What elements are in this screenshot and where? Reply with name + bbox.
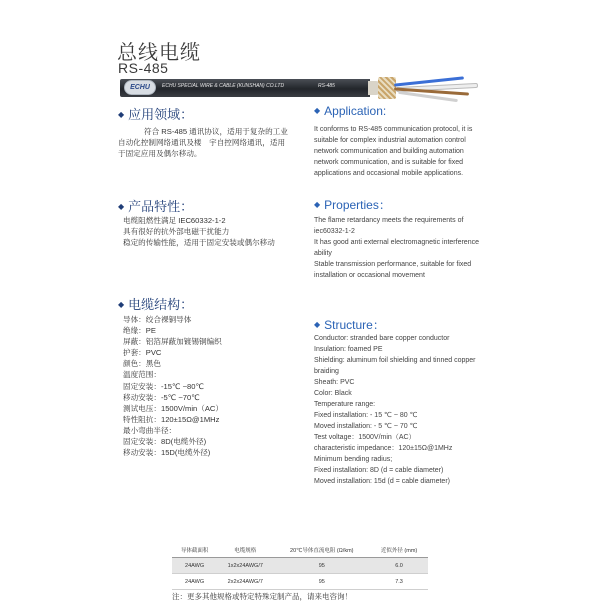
properties-heading-cn: ◆ 产品特性： bbox=[118, 199, 194, 214]
cable-wires bbox=[394, 76, 484, 102]
structure-text-en: Conductor: stranded bare copper conductor Insulation: foamed PE Shielding: aluminum foil shielding and tinned copper braiding Sheath: PVC Color: Black Temperature range: Fixed installation: - 15 ℃ ~ 80 ℃ Moved installation: - 5 ℃ ~ 70 ℃ Test voltage：1500V/min（AC） characteristic impedance：120±15Ω@1MHz Minimum bending radius; Fixed installation: 8D (d = cable diameter) Moved installation: 15d (d = cable diameter) bbox=[314, 335, 476, 485]
table-header: 导体截面积 bbox=[172, 542, 217, 558]
table-cell: 6.0 bbox=[370, 558, 428, 574]
structure-heading-en: ◆ Structure： bbox=[314, 318, 385, 332]
table-row bbox=[172, 558, 428, 574]
table-header: 电缆规格 bbox=[217, 542, 273, 558]
cable-print-model: RS-485 bbox=[318, 83, 335, 89]
application-heading-cn: ◆ 应用领域： bbox=[118, 107, 194, 122]
application-text-en: It conforms to RS-485 communication protocol, it is suitable for complex industrial automation control network communication and building automation network communication, and is suitable for fixed applications and occasional mobile applications. bbox=[314, 126, 473, 177]
cable-print-text: ECHU SPECIAL WIRE & CABLE (KUNSHAN) CO.LTD bbox=[162, 83, 285, 89]
spec-table bbox=[172, 542, 428, 590]
table-cell: 24AWG bbox=[172, 558, 217, 574]
bullet-icon: ◆ bbox=[314, 200, 321, 209]
table-cell: 7.3 bbox=[370, 574, 428, 590]
bullet-icon: ◆ bbox=[314, 320, 321, 329]
table-cell: 95 bbox=[273, 558, 370, 574]
properties-text-en: The flame retardancy meets the requirements of iec60332-1-2 It has good anti external electromagnetic interference ability Stable transmission performance, suitable for fixed installation or occasional movement bbox=[314, 217, 479, 279]
structure-text-cn: 导体：绞合裸铜导体 绝缘：PE 屏蔽：铝箔屏蔽加镀锡铜编织 护套：PVC 颜色：黑色 温度范围： 固定安装：-15℃ ~80℃ 移动安装：-5℃ ~70℃ 测试电压：1500V/min（AC） 特性阻抗：120±15Ω@1MHz 最小弯曲半径： 固定安装：8D(电缆外径) 移动安装：15D(电缆外径) bbox=[123, 315, 224, 458]
table-cell: 95 bbox=[273, 574, 370, 590]
table-cell: 24AWG bbox=[172, 574, 217, 590]
application-heading-en: ◆ Application: bbox=[314, 104, 387, 118]
properties-text-cn: 电缆阻燃性满足 IEC60332-1-2 具有很好的抗外部电磁干扰能力 稳定的传输性能，适用于固定安装或偶尔移动 bbox=[123, 216, 275, 247]
table-cell: 2x2x24AWG/7 bbox=[217, 574, 273, 590]
bullet-icon: ◆ bbox=[118, 202, 125, 211]
application-text-cn: 符合 RS-485 通讯协议，适用于复杂的工业 自动化控制网络通讯及楼 宇自控网络通讯，适用 于固定应用及偶尔移动。 bbox=[118, 127, 288, 158]
echu-logo: ECHU bbox=[124, 80, 156, 95]
page-title: 总线电缆 bbox=[117, 42, 201, 64]
structure-heading-cn: ◆ 电缆结构： bbox=[118, 297, 194, 312]
table-cell: 1x2x24AWG/7 bbox=[217, 558, 273, 574]
table-row bbox=[172, 574, 428, 590]
table-header-row bbox=[172, 542, 428, 558]
bullet-icon: ◆ bbox=[314, 106, 321, 115]
bullet-icon: ◆ bbox=[118, 300, 125, 309]
properties-heading-en: ◆ Properties： bbox=[314, 198, 391, 212]
table-header: 20℃导体直流电阻 (Ω/km) bbox=[273, 542, 370, 558]
table-header: 近似外径 (mm) bbox=[370, 542, 428, 558]
footer-note: 注：更多其他规格或特定特殊定制产品，请来电咨询！ bbox=[172, 592, 352, 601]
bullet-icon: ◆ bbox=[118, 110, 125, 119]
page-subtitle: RS-485 bbox=[118, 60, 169, 76]
